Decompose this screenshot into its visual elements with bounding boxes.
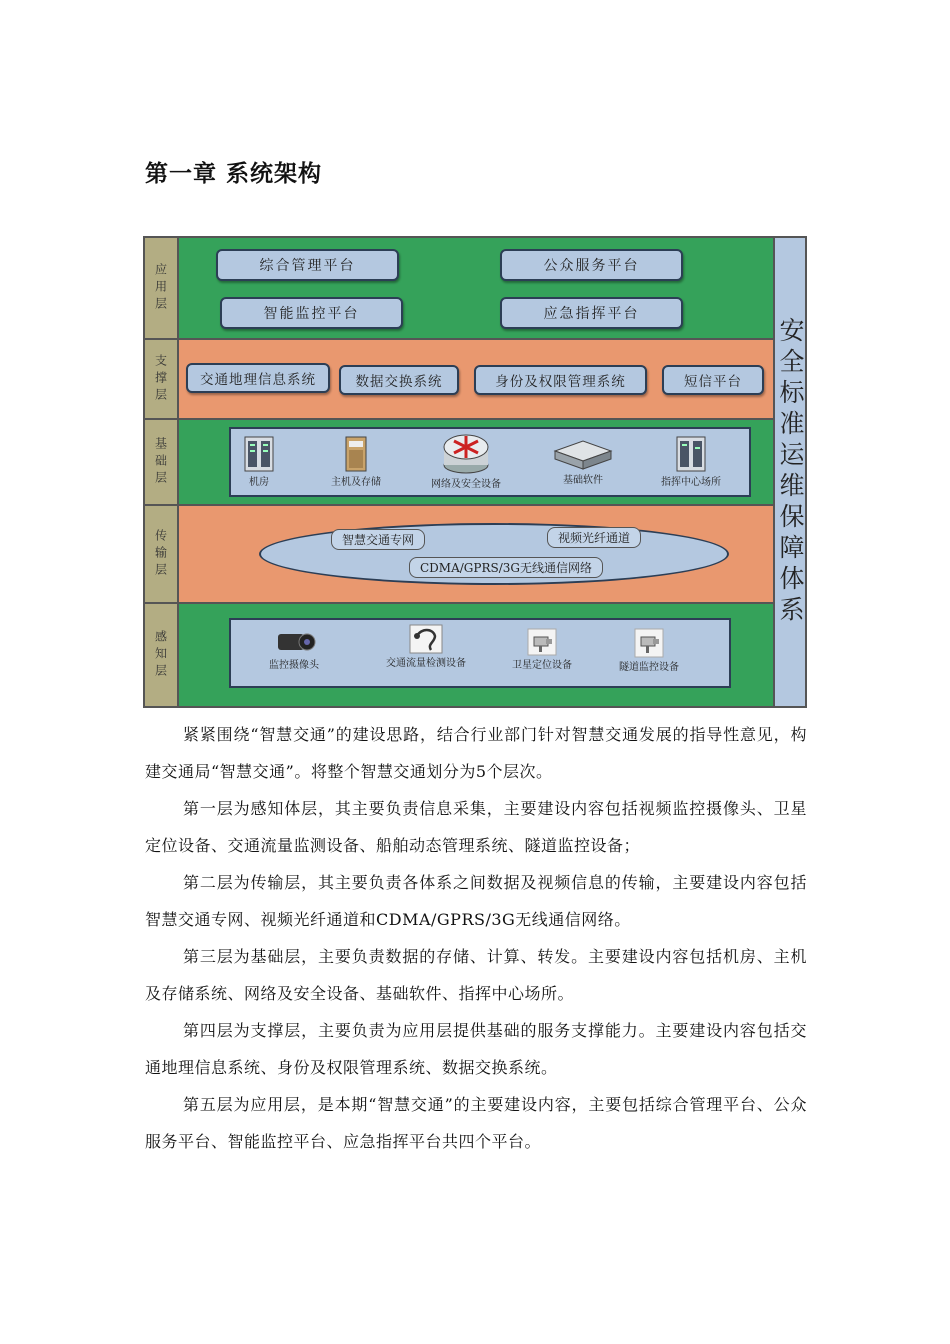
identity-access-management-box: 身份及权限管理系统 [474,365,647,395]
public-service-platform-box: 公众服务平台 [500,249,683,281]
paragraph-layer-3: 第三层为基础层，主要负责数据的存储、计算、转发。主要建设内容包括机房、主机及存储系统、网络及安全设备、基础软件、指挥中心场所。 [145,947,807,1003]
traffic-gis-box: 交通地理信息系统 [186,363,330,393]
wireless-network: CDMA/GPRS/3G无线通信网络 [409,557,603,578]
tunnel-monitor-icon [634,628,664,658]
architecture-diagram [143,236,807,708]
device-satellite-positioning [505,628,579,671]
foundation-device-panel [229,427,751,497]
data-exchange-system-box: 数据交换系统 [339,365,459,395]
video-fiber-channel: 视频光纤通道 [547,527,641,548]
device-server-room [239,435,279,488]
device-label: 基础软件 [563,475,603,486]
smart-traffic-private-network: 智慧交通专网 [331,529,425,550]
application-layer [143,236,775,340]
device-network-security [421,431,511,490]
paragraph-intro: 紧紧围绕“智慧交通”的建设思路，结合行业部门针对智慧交通发展的指导性意见，构建交通局“智慧交通”。将整个智慧交通划分为5个层次。 [145,725,807,781]
chapter-title: 第一章 系统架构 [145,161,323,187]
paragraph-layer-4: 第四层为支撑层，主要负责为应用层提供基础的服务支撑能力。主要建设内容包括交通地理信息系统、身份及权限管理系统、数据交换系统。 [145,1021,807,1077]
paragraph-layer-2: 第二层为传输层，其主要负责各体系之间数据及视频信息的传输，主要建设内容包括智慧交通专网、视频光纤通道和CDMA/GPRS/3G无线通信网络。 [145,873,807,929]
support-layer-label: 支撑层 [145,340,179,418]
device-traffic-flow-detector [371,624,481,669]
sms-platform-box: 短信平台 [662,365,764,395]
device-command-center [651,435,731,488]
device-label: 网络及安全设备 [431,479,501,490]
foundation-layer-label: 基础层 [145,420,179,504]
support-layer [143,338,775,420]
router-icon [442,431,490,475]
transport-layer-label: 传输层 [145,506,179,602]
device-label: 主机及存储 [331,477,381,488]
device-label: 监控摄像头 [269,660,319,671]
intelligent-monitoring-platform-box: 智能监控平台 [220,297,403,329]
transport-network-ellipse [259,523,729,585]
perception-layer [143,602,775,708]
base-software-icon [551,437,615,471]
security-ops-column [773,236,807,708]
paragraph-layer-5: 第五层为应用层，是本期“智慧交通”的主要建设内容，主要包括综合管理平台、公众服务平台、智能监控平台、应急指挥平台共四个平台。 [145,1095,807,1151]
host-storage-icon [341,435,371,473]
application-layer-label: 应用层 [145,238,179,338]
camera-icon [272,628,316,656]
device-host-storage [321,435,391,488]
device-label: 卫星定位设备 [512,660,572,671]
foundation-layer [143,418,775,506]
satellite-device-icon [527,628,557,656]
device-label: 交通流量检测设备 [386,658,466,669]
device-label: 机房 [249,477,269,488]
perception-device-panel [229,618,731,688]
device-label: 指挥中心场所 [661,477,721,488]
command-center-icon [674,435,708,473]
device-surveillance-camera [259,628,329,671]
device-base-software [551,437,615,486]
paragraph-layer-1: 第一层为感知体层，其主要负责信息采集，主要建设内容包括视频监控摄像头、卫星定位设备、交通流量监测设备、船舶动态管理系统、隧道监控设备； [145,799,807,855]
integrated-management-platform-box: 综合管理平台 [216,249,399,281]
server-room-icon [242,435,276,473]
device-tunnel-monitoring [609,628,689,673]
device-label: 隧道监控设备 [619,662,679,673]
perception-layer-label: 感知层 [145,604,179,706]
emergency-command-platform-box: 应急指挥平台 [500,297,683,329]
traffic-detector-icon [409,624,443,654]
security-ops-label: 安全标准运维保障体系 [776,317,805,627]
